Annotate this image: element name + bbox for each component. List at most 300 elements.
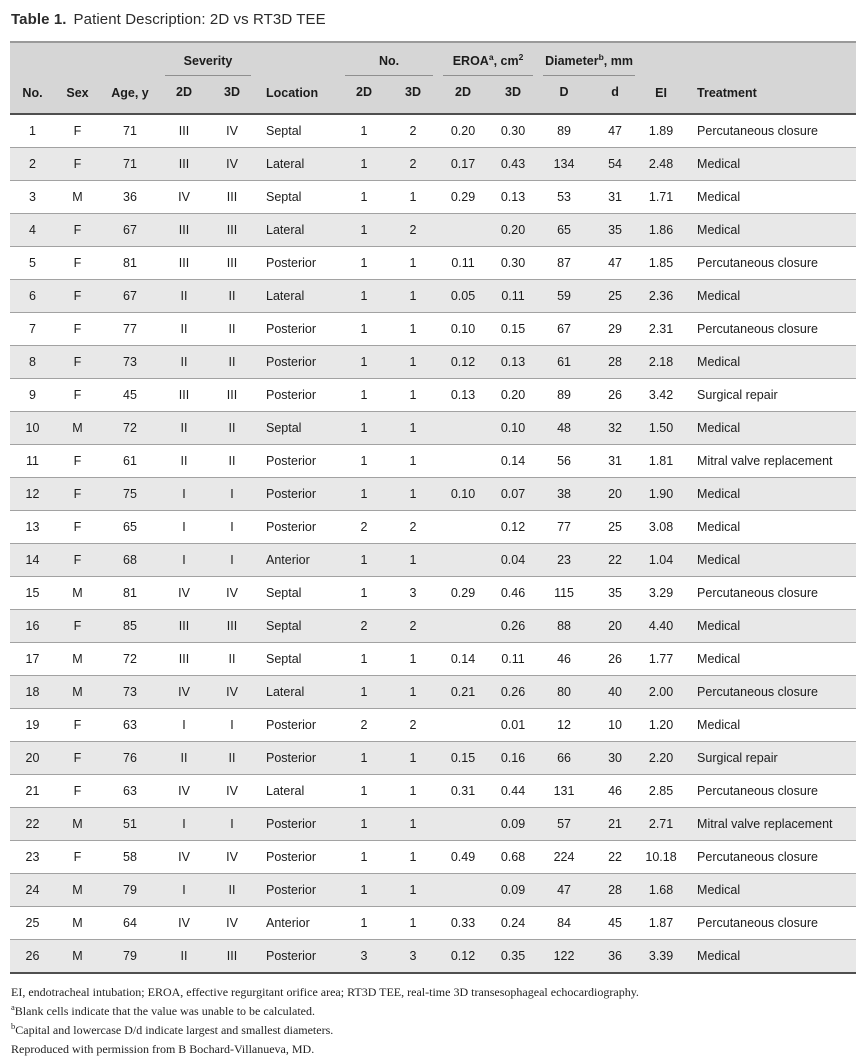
cell-age: 81: [100, 247, 160, 280]
cell-severity-3d: II: [208, 445, 256, 478]
cell-eroa-3d: 0.16: [488, 742, 538, 775]
cell-diameter-small-d: 25: [590, 511, 640, 544]
cell-sex: F: [55, 280, 100, 313]
cell-eroa-3d: 0.30: [488, 247, 538, 280]
header-no-2d: 2D: [340, 76, 388, 114]
cell-location: Posterior: [256, 874, 340, 907]
cell-eroa-3d: 0.68: [488, 841, 538, 874]
cell-ei: 1.20: [640, 709, 682, 742]
cell-severity-3d: II: [208, 346, 256, 379]
cell-diameter-small-d: 20: [590, 610, 640, 643]
cell-age: 67: [100, 214, 160, 247]
cell-sex: M: [55, 181, 100, 214]
cell-severity-2d: IV: [160, 181, 208, 214]
cell-no: 25: [10, 907, 55, 940]
cell-location: Posterior: [256, 379, 340, 412]
cell-severity-3d: I: [208, 544, 256, 577]
cell-sex: F: [55, 709, 100, 742]
cell-diameter-small-d: 31: [590, 181, 640, 214]
table-row: [10, 940, 856, 974]
cell-eroa-3d: 0.12: [488, 511, 538, 544]
cell-treatment: Percutaneous closure: [682, 676, 856, 709]
cell-severity-2d: I: [160, 808, 208, 841]
cell-diameter-large-d: 48: [538, 412, 590, 445]
cell-location: Lateral: [256, 676, 340, 709]
cell-no-3d: 2: [388, 709, 438, 742]
cell-no: 22: [10, 808, 55, 841]
cell-no-2d: 2: [340, 610, 388, 643]
cell-treatment: Medical: [682, 511, 856, 544]
table-row: [10, 280, 856, 313]
table-row: [10, 742, 856, 775]
cell-severity-3d: II: [208, 280, 256, 313]
cell-no-3d: 1: [388, 445, 438, 478]
cell-sex: F: [55, 313, 100, 346]
cell-eroa-3d: 0.26: [488, 610, 538, 643]
cell-diameter-large-d: 38: [538, 478, 590, 511]
cell-no-2d: 1: [340, 775, 388, 808]
cell-no: 9: [10, 379, 55, 412]
cell-eroa-3d: 0.13: [488, 346, 538, 379]
cell-no-3d: 2: [388, 610, 438, 643]
cell-treatment: Medical: [682, 610, 856, 643]
cell-age: 51: [100, 808, 160, 841]
table-row: [10, 907, 856, 940]
cell-ei: 1.50: [640, 412, 682, 445]
cell-eroa-2d: 0.31: [438, 775, 488, 808]
cell-diameter-small-d: 25: [590, 280, 640, 313]
cell-location: Posterior: [256, 478, 340, 511]
cell-diameter-small-d: 29: [590, 313, 640, 346]
cell-no-3d: 1: [388, 181, 438, 214]
table-row: [10, 247, 856, 280]
cell-severity-3d: I: [208, 808, 256, 841]
cell-diameter-small-d: 20: [590, 478, 640, 511]
cell-sex: F: [55, 148, 100, 181]
cell-eroa-3d: 0.15: [488, 313, 538, 346]
cell-no-3d: 1: [388, 874, 438, 907]
cell-no-3d: 1: [388, 346, 438, 379]
cell-no-2d: 2: [340, 511, 388, 544]
cell-eroa-2d: 0.15: [438, 742, 488, 775]
cell-diameter-large-d: 67: [538, 313, 590, 346]
cell-age: 36: [100, 181, 160, 214]
group-header-diameter: Diameter$^b$, mm: [538, 42, 640, 76]
cell-diameter-small-d: 35: [590, 214, 640, 247]
table-row: [10, 577, 856, 610]
cell-severity-2d: III: [160, 643, 208, 676]
cell-ei: 3.08: [640, 511, 682, 544]
cell-sex: M: [55, 643, 100, 676]
group-header-row: [10, 42, 856, 76]
cell-no-2d: 1: [340, 379, 388, 412]
cell-no-2d: 1: [340, 907, 388, 940]
cell-no-2d: 3: [340, 940, 388, 974]
cell-sex: F: [55, 742, 100, 775]
cell-no-3d: 1: [388, 478, 438, 511]
cell-no-3d: 1: [388, 643, 438, 676]
cell-treatment: Medical: [682, 940, 856, 974]
cell-eroa-2d: [438, 511, 488, 544]
cell-sex: F: [55, 478, 100, 511]
cell-ei: 2.71: [640, 808, 682, 841]
cell-no-3d: 1: [388, 742, 438, 775]
cell-diameter-large-d: 134: [538, 148, 590, 181]
header-eroa-2d: 2D: [438, 76, 488, 114]
header-diameter-small-d: d: [590, 76, 640, 114]
cell-ei: 1.89: [640, 114, 682, 148]
table-row: [10, 511, 856, 544]
cell-eroa-2d: 0.21: [438, 676, 488, 709]
cell-sex: F: [55, 775, 100, 808]
header-location: Location: [256, 42, 340, 114]
cell-eroa-2d: [438, 610, 488, 643]
cell-treatment: Medical: [682, 874, 856, 907]
cell-location: Lateral: [256, 148, 340, 181]
cell-age: 73: [100, 676, 160, 709]
cell-diameter-small-d: 35: [590, 577, 640, 610]
table-row: [10, 841, 856, 874]
cell-ei: 3.29: [640, 577, 682, 610]
cell-severity-2d: III: [160, 148, 208, 181]
table-row: [10, 808, 856, 841]
cell-ei: 3.42: [640, 379, 682, 412]
cell-diameter-large-d: 65: [538, 214, 590, 247]
cell-age: 76: [100, 742, 160, 775]
cell-eroa-3d: 0.10: [488, 412, 538, 445]
cell-no-2d: 1: [340, 412, 388, 445]
cell-severity-3d: IV: [208, 841, 256, 874]
cell-location: Anterior: [256, 544, 340, 577]
cell-location: Septal: [256, 114, 340, 148]
cell-location: Posterior: [256, 808, 340, 841]
cell-ei: 4.40: [640, 610, 682, 643]
cell-location: Posterior: [256, 313, 340, 346]
cell-diameter-large-d: 224: [538, 841, 590, 874]
cell-treatment: Surgical repair: [682, 742, 856, 775]
cell-treatment: Medical: [682, 181, 856, 214]
cell-sex: F: [55, 247, 100, 280]
header-age: Age, y: [100, 42, 160, 114]
cell-eroa-2d: [438, 709, 488, 742]
cell-eroa-3d: 0.11: [488, 643, 538, 676]
cell-no-2d: 1: [340, 214, 388, 247]
cell-age: 67: [100, 280, 160, 313]
cell-no: 10: [10, 412, 55, 445]
cell-eroa-3d: 0.14: [488, 445, 538, 478]
cell-severity-3d: III: [208, 181, 256, 214]
cell-age: 72: [100, 412, 160, 445]
cell-location: Septal: [256, 577, 340, 610]
cell-severity-2d: III: [160, 247, 208, 280]
cell-no-3d: 1: [388, 907, 438, 940]
cell-sex: F: [55, 511, 100, 544]
cell-no: 26: [10, 940, 55, 974]
cell-age: 63: [100, 709, 160, 742]
cell-severity-3d: IV: [208, 114, 256, 148]
cell-no-2d: 1: [340, 346, 388, 379]
cell-eroa-2d: 0.14: [438, 643, 488, 676]
cell-no-3d: 1: [388, 544, 438, 577]
cell-ei: 1.81: [640, 445, 682, 478]
cell-severity-2d: II: [160, 940, 208, 974]
cell-diameter-large-d: 59: [538, 280, 590, 313]
cell-severity-2d: I: [160, 544, 208, 577]
cell-severity-3d: II: [208, 412, 256, 445]
table-header: [10, 42, 856, 114]
cell-diameter-large-d: 87: [538, 247, 590, 280]
cell-sex: F: [55, 379, 100, 412]
table-row: [10, 114, 856, 148]
cell-location: Posterior: [256, 841, 340, 874]
cell-ei: 1.71: [640, 181, 682, 214]
cell-severity-2d: II: [160, 742, 208, 775]
cell-ei: 2.18: [640, 346, 682, 379]
cell-age: 61: [100, 445, 160, 478]
cell-treatment: Medical: [682, 643, 856, 676]
cell-severity-2d: I: [160, 478, 208, 511]
cell-ei: 1.87: [640, 907, 682, 940]
cell-eroa-3d: 0.30: [488, 114, 538, 148]
cell-diameter-large-d: 84: [538, 907, 590, 940]
cell-severity-2d: I: [160, 511, 208, 544]
cell-severity-2d: IV: [160, 841, 208, 874]
cell-diameter-small-d: 32: [590, 412, 640, 445]
cell-severity-3d: IV: [208, 775, 256, 808]
cell-ei: 2.31: [640, 313, 682, 346]
cell-eroa-2d: 0.49: [438, 841, 488, 874]
cell-ei: 2.48: [640, 148, 682, 181]
cell-age: 65: [100, 511, 160, 544]
cell-age: 75: [100, 478, 160, 511]
cell-no-2d: 1: [340, 247, 388, 280]
cell-diameter-large-d: 115: [538, 577, 590, 610]
cell-eroa-2d: 0.13: [438, 379, 488, 412]
cell-diameter-small-d: 22: [590, 544, 640, 577]
cell-severity-3d: III: [208, 610, 256, 643]
cell-severity-2d: IV: [160, 907, 208, 940]
cell-diameter-large-d: 80: [538, 676, 590, 709]
cell-sex: F: [55, 841, 100, 874]
cell-diameter-large-d: 77: [538, 511, 590, 544]
group-header-number: No.: [340, 42, 438, 76]
cell-no: 24: [10, 874, 55, 907]
cell-severity-3d: IV: [208, 148, 256, 181]
cell-location: Posterior: [256, 247, 340, 280]
cell-severity-2d: II: [160, 280, 208, 313]
cell-severity-2d: I: [160, 709, 208, 742]
cell-no-3d: 2: [388, 511, 438, 544]
cell-age: 77: [100, 313, 160, 346]
cell-severity-2d: I: [160, 874, 208, 907]
cell-diameter-small-d: 22: [590, 841, 640, 874]
cell-no-3d: 1: [388, 313, 438, 346]
cell-no-3d: 1: [388, 808, 438, 841]
cell-severity-3d: II: [208, 313, 256, 346]
table-row: [10, 181, 856, 214]
table-row: [10, 544, 856, 577]
cell-location: Lateral: [256, 280, 340, 313]
cell-eroa-3d: 0.20: [488, 379, 538, 412]
cell-no: 5: [10, 247, 55, 280]
cell-no: 2: [10, 148, 55, 181]
cell-diameter-small-d: 21: [590, 808, 640, 841]
cell-no: 8: [10, 346, 55, 379]
cell-no: 16: [10, 610, 55, 643]
cell-treatment: Mitral valve replacement: [682, 445, 856, 478]
cell-eroa-3d: 0.35: [488, 940, 538, 974]
cell-sex: F: [55, 346, 100, 379]
cell-eroa-3d: 0.13: [488, 181, 538, 214]
table-row: [10, 346, 856, 379]
cell-sex: M: [55, 907, 100, 940]
cell-no-2d: 1: [340, 841, 388, 874]
cell-ei: 1.90: [640, 478, 682, 511]
cell-treatment: Percutaneous closure: [682, 841, 856, 874]
cell-no: 18: [10, 676, 55, 709]
cell-diameter-small-d: 45: [590, 907, 640, 940]
cell-location: Posterior: [256, 940, 340, 974]
cell-severity-2d: IV: [160, 775, 208, 808]
cell-diameter-large-d: 131: [538, 775, 590, 808]
table-row: [10, 313, 856, 346]
cell-location: Posterior: [256, 709, 340, 742]
cell-severity-2d: II: [160, 412, 208, 445]
cell-treatment: Medical: [682, 478, 856, 511]
cell-location: Septal: [256, 643, 340, 676]
cell-eroa-3d: 0.24: [488, 907, 538, 940]
cell-sex: M: [55, 808, 100, 841]
cell-diameter-small-d: 28: [590, 874, 640, 907]
table-body: [10, 114, 856, 973]
cell-no: 14: [10, 544, 55, 577]
cell-diameter-large-d: 53: [538, 181, 590, 214]
cell-severity-2d: II: [160, 313, 208, 346]
cell-eroa-3d: 0.04: [488, 544, 538, 577]
cell-diameter-small-d: 26: [590, 379, 640, 412]
cell-location: Anterior: [256, 907, 340, 940]
cell-no-2d: 1: [340, 181, 388, 214]
cell-eroa-3d: 0.46: [488, 577, 538, 610]
cell-ei: 2.36: [640, 280, 682, 313]
cell-ei: 1.77: [640, 643, 682, 676]
header-treatment: Treatment: [682, 42, 856, 114]
cell-age: 68: [100, 544, 160, 577]
cell-age: 64: [100, 907, 160, 940]
cell-eroa-3d: 0.09: [488, 808, 538, 841]
cell-no: 7: [10, 313, 55, 346]
cell-location: Posterior: [256, 346, 340, 379]
cell-no: 23: [10, 841, 55, 874]
table-row: [10, 643, 856, 676]
cell-eroa-2d: 0.33: [438, 907, 488, 940]
cell-location: Posterior: [256, 742, 340, 775]
cell-no: 17: [10, 643, 55, 676]
cell-eroa-2d: 0.10: [438, 478, 488, 511]
cell-no: 12: [10, 478, 55, 511]
cell-no-3d: 2: [388, 214, 438, 247]
cell-ei: 1.86: [640, 214, 682, 247]
header-sex: Sex: [55, 42, 100, 114]
cell-diameter-large-d: 88: [538, 610, 590, 643]
cell-sex: M: [55, 577, 100, 610]
cell-diameter-small-d: 47: [590, 247, 640, 280]
cell-diameter-large-d: 122: [538, 940, 590, 974]
cell-ei: 2.20: [640, 742, 682, 775]
cell-no: 21: [10, 775, 55, 808]
cell-sex: F: [55, 610, 100, 643]
cell-diameter-large-d: 12: [538, 709, 590, 742]
cell-no-3d: 1: [388, 280, 438, 313]
group-header-eroa: EROA$^a$, $cm^2$: [438, 42, 538, 76]
group-header-severity: Severity: [160, 42, 256, 76]
cell-diameter-small-d: 30: [590, 742, 640, 775]
cell-eroa-2d: 0.29: [438, 181, 488, 214]
cell-severity-3d: II: [208, 643, 256, 676]
cell-eroa-2d: [438, 874, 488, 907]
table-row: [10, 214, 856, 247]
cell-diameter-large-d: 47: [538, 874, 590, 907]
cell-diameter-large-d: 46: [538, 643, 590, 676]
cell-treatment: Medical: [682, 544, 856, 577]
cell-severity-3d: III: [208, 379, 256, 412]
cell-age: 79: [100, 940, 160, 974]
cell-diameter-small-d: 36: [590, 940, 640, 974]
cell-eroa-3d: 0.01: [488, 709, 538, 742]
header-no-3d: 3D: [388, 76, 438, 114]
cell-eroa-2d: 0.17: [438, 148, 488, 181]
cell-location: Lateral: [256, 214, 340, 247]
cell-no-3d: 1: [388, 841, 438, 874]
cell-ei: 1.85: [640, 247, 682, 280]
cell-ei: 10.18: [640, 841, 682, 874]
cell-diameter-large-d: 89: [538, 379, 590, 412]
cell-eroa-2d: 0.29: [438, 577, 488, 610]
cell-treatment: Medical: [682, 280, 856, 313]
table-row: [10, 874, 856, 907]
cell-age: 71: [100, 148, 160, 181]
cell-location: Posterior: [256, 511, 340, 544]
cell-no-2d: 1: [340, 478, 388, 511]
cell-treatment: Percutaneous closure: [682, 247, 856, 280]
table-row: [10, 709, 856, 742]
header-eroa-3d: 3D: [488, 76, 538, 114]
cell-location: Lateral: [256, 775, 340, 808]
cell-no-2d: 1: [340, 874, 388, 907]
cell-eroa-2d: [438, 214, 488, 247]
cell-no: 3: [10, 181, 55, 214]
header-severity-2d: 2D: [160, 76, 208, 114]
cell-location: Septal: [256, 610, 340, 643]
cell-treatment: Percutaneous closure: [682, 114, 856, 148]
cell-eroa-3d: 0.43: [488, 148, 538, 181]
cell-no-2d: 1: [340, 114, 388, 148]
cell-no-2d: 1: [340, 676, 388, 709]
cell-treatment: Medical: [682, 709, 856, 742]
footnote-b: $^b$Capital and lowercase D/d indicate largest and smallest diameters.: [11, 1021, 334, 1037]
table-row: [10, 676, 856, 709]
table-row: [10, 148, 856, 181]
cell-diameter-small-d: 26: [590, 643, 640, 676]
cell-eroa-2d: [438, 412, 488, 445]
cell-diameter-small-d: 40: [590, 676, 640, 709]
cell-ei: 1.68: [640, 874, 682, 907]
cell-no-2d: 1: [340, 643, 388, 676]
cell-no-3d: 3: [388, 577, 438, 610]
cell-sex: F: [55, 214, 100, 247]
cell-diameter-small-d: 54: [590, 148, 640, 181]
cell-no: 6: [10, 280, 55, 313]
